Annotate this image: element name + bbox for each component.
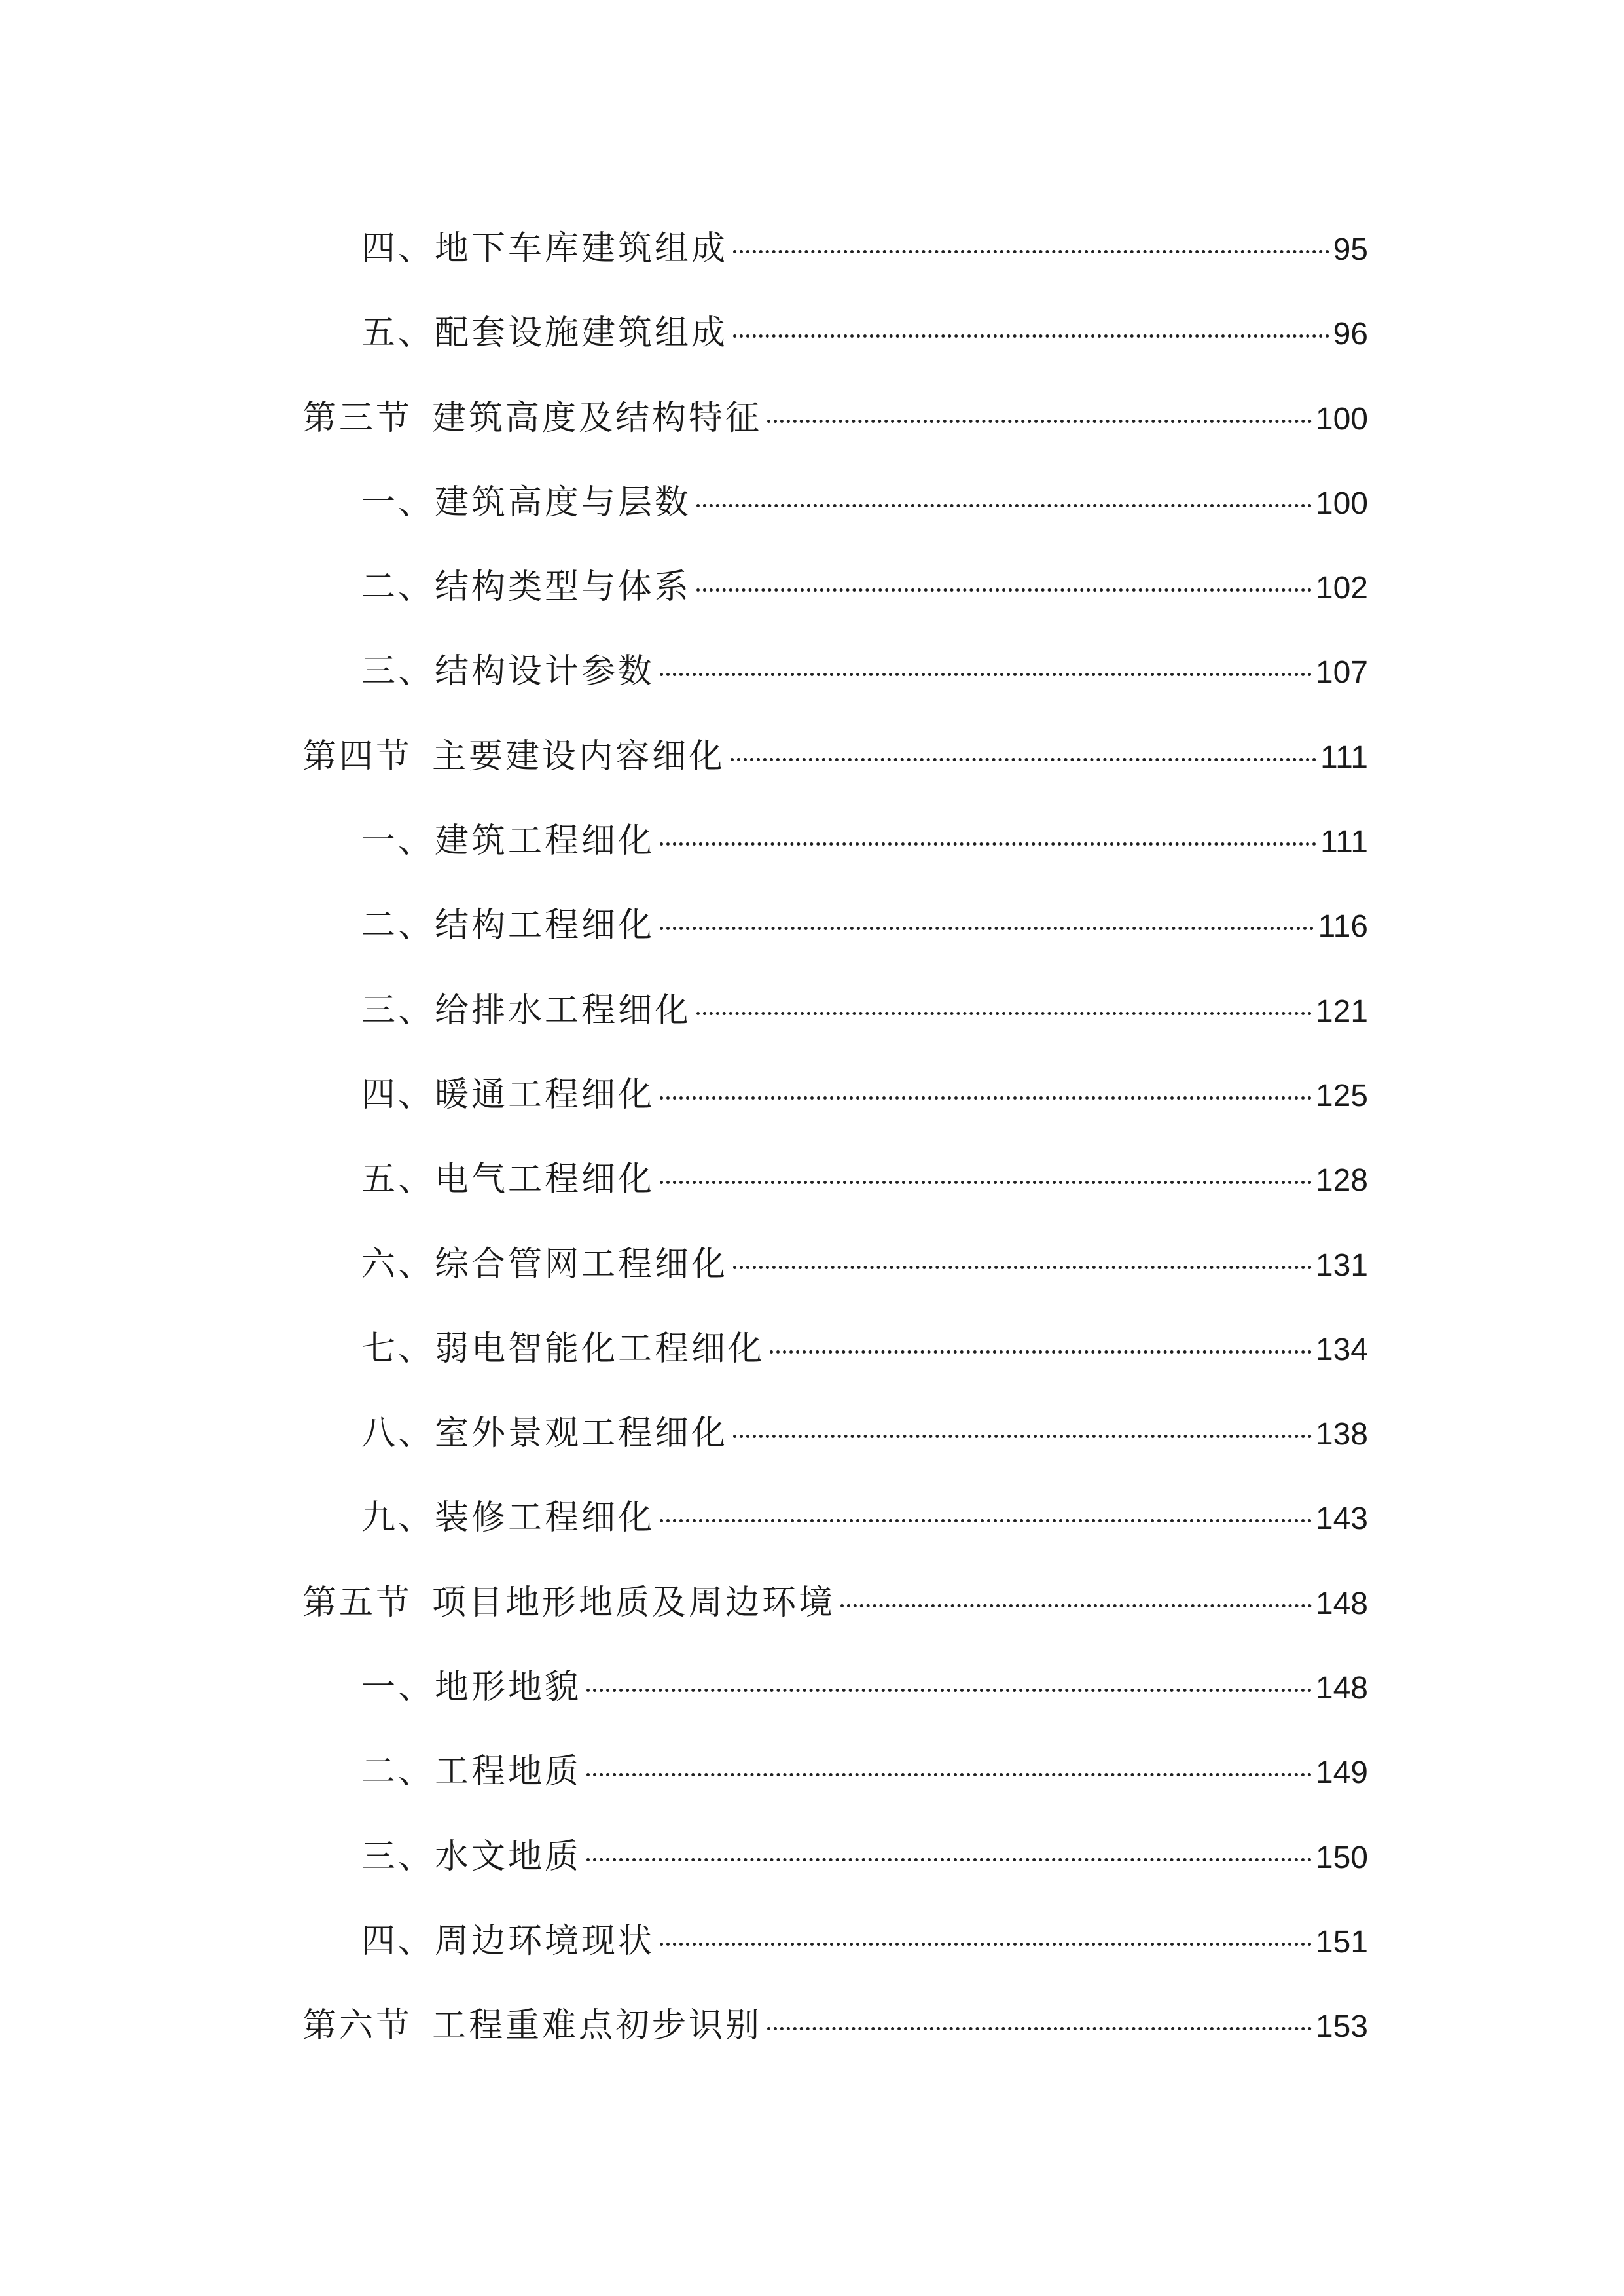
- toc-entry-number: 第三节: [302, 398, 413, 438]
- toc-section-entry[interactable]: [302, 1984, 1368, 2068]
- toc-subsection-entry[interactable]: [302, 799, 1368, 884]
- toc-entry-title: 建筑工程细化: [435, 821, 655, 861]
- toc-entry-label: [361, 1476, 655, 1560]
- toc-entry-label: [361, 207, 728, 291]
- toc-entry-title: 地形地貌: [435, 1668, 582, 1708]
- toc-entry-number: 九、: [361, 1498, 435, 1538]
- toc-entry-label: [361, 1391, 728, 1476]
- toc-entry-number: 第五节: [302, 1583, 413, 1623]
- toc-page-number: 121: [1315, 994, 1368, 1029]
- toc-entry-title: 项目地形地质及周边环境: [432, 1583, 836, 1623]
- toc-dot-leader: [767, 2027, 1312, 2030]
- toc-dot-leader: [586, 1858, 1312, 1861]
- toc-entry-title: 装修工程细化: [435, 1498, 655, 1538]
- toc-page-number: 153: [1315, 2009, 1368, 2045]
- toc-dot-leader: [660, 673, 1312, 676]
- toc-entry-number: 四、: [361, 1921, 435, 1961]
- toc-entry-title: 结构工程细化: [435, 906, 655, 946]
- toc-entry-number: 五、: [361, 314, 435, 353]
- toc-page-number: 148: [1315, 1671, 1368, 1706]
- toc-page-number: 111: [1320, 825, 1368, 860]
- toc-entry-number: 四、: [361, 229, 435, 268]
- toc-entry-number: 二、: [361, 906, 435, 946]
- toc-page-number: 138: [1315, 1417, 1368, 1452]
- toc-subsection-entry[interactable]: [302, 1899, 1368, 1984]
- toc-page-number: 100: [1315, 401, 1368, 437]
- toc-entry-title: 地下车库建筑组成: [435, 229, 729, 268]
- toc-section-entry[interactable]: [302, 1561, 1368, 1645]
- toc-entry-number: 二、: [361, 567, 435, 607]
- toc-dot-leader: [733, 334, 1329, 338]
- toc-subsection-entry[interactable]: [302, 1645, 1368, 1730]
- toc-dot-leader: [660, 1181, 1312, 1184]
- toc-subsection-entry[interactable]: [302, 884, 1368, 968]
- toc-entry-number: 二、: [361, 1752, 435, 1792]
- toc-entry-label: [361, 1645, 581, 1730]
- toc-entry-title: 工程重难点初步识别: [432, 2006, 763, 2046]
- toc-dot-leader: [731, 758, 1316, 761]
- toc-subsection-entry[interactable]: [302, 1138, 1368, 1222]
- toc-entry-label: [302, 376, 762, 461]
- toc-dot-leader: [660, 842, 1316, 846]
- toc-entry-title: 结构类型与体系: [435, 567, 692, 607]
- toc-entry-number: 四、: [361, 1075, 435, 1115]
- toc-entry-title: 暖通工程细化: [435, 1075, 655, 1115]
- toc-entry-title: 给排水工程细化: [435, 990, 692, 1030]
- toc-entry-title: 工程地质: [435, 1752, 582, 1792]
- toc-entry-label: [361, 1899, 655, 1984]
- toc-section-entry[interactable]: [302, 715, 1368, 799]
- toc-entry-label: [302, 1984, 762, 2068]
- toc-entry-label: [361, 1223, 728, 1307]
- toc-page-number: 116: [1318, 909, 1368, 944]
- toc-dot-leader: [696, 504, 1312, 507]
- toc-entry-title: 建筑高度及结构特征: [432, 398, 763, 438]
- toc-subsection-entry[interactable]: [302, 1476, 1368, 1560]
- toc-subsection-entry[interactable]: [302, 545, 1368, 630]
- toc-subsection-entry[interactable]: [302, 1815, 1368, 1899]
- toc-page-number: 111: [1320, 740, 1368, 775]
- toc-dot-leader: [660, 1519, 1312, 1522]
- toc-entry-title: 水文地质: [435, 1837, 582, 1876]
- toc-subsection-entry[interactable]: [302, 1053, 1368, 1138]
- toc-entry-number: 三、: [361, 1837, 435, 1876]
- toc-dot-leader: [840, 1604, 1312, 1607]
- toc-subsection-entry[interactable]: [302, 969, 1368, 1053]
- toc-dot-leader: [586, 1689, 1312, 1692]
- toc-page-number: 100: [1315, 486, 1368, 521]
- toc-entry-title: 配套设施建筑组成: [435, 314, 729, 353]
- toc-subsection-entry[interactable]: [302, 461, 1368, 545]
- toc-page-number: 125: [1315, 1078, 1368, 1113]
- toc-dot-leader: [586, 1773, 1312, 1776]
- toc-entry-number: 第六节: [302, 2006, 413, 2046]
- toc-entry-label: [361, 969, 691, 1053]
- toc-entry-number: 三、: [361, 652, 435, 692]
- toc-entry-title: 电气工程细化: [435, 1160, 655, 1200]
- toc-dot-leader: [770, 1350, 1312, 1354]
- toc-page-number: 143: [1315, 1501, 1368, 1537]
- toc-entry-title: 周边环境现状: [435, 1921, 655, 1961]
- toc-entry-number: 三、: [361, 990, 435, 1030]
- toc-entry-title: 室外景观工程细化: [435, 1414, 729, 1454]
- toc-subsection-entry[interactable]: [302, 1307, 1368, 1391]
- toc-subsection-entry[interactable]: [302, 207, 1368, 291]
- toc-dot-leader: [733, 250, 1329, 253]
- toc-dot-leader: [733, 1266, 1312, 1269]
- toc-entry-label: [361, 1138, 655, 1222]
- toc-page-number: 131: [1315, 1247, 1368, 1283]
- toc-entry-number: 一、: [361, 821, 435, 861]
- toc-page-number: 134: [1315, 1332, 1368, 1367]
- toc-subsection-entry[interactable]: [302, 1391, 1368, 1476]
- toc-entry-title: 综合管网工程细化: [435, 1244, 729, 1284]
- toc-entry-label: [361, 545, 691, 630]
- toc-subsection-entry[interactable]: [302, 1223, 1368, 1307]
- toc-entry-number: 六、: [361, 1244, 435, 1284]
- toc-entry-label: [361, 630, 655, 714]
- toc-dot-leader: [660, 927, 1314, 930]
- toc-entry-label: [361, 884, 655, 968]
- toc-subsection-entry[interactable]: [302, 291, 1368, 376]
- toc-entry-title: 建筑高度与层数: [435, 482, 692, 522]
- toc-page-number: 150: [1315, 1840, 1368, 1875]
- toc-entry-number: 一、: [361, 482, 435, 522]
- toc-entry-label: [361, 461, 691, 545]
- toc-entry-number: 七、: [361, 1329, 435, 1369]
- toc-entry-label: [361, 1730, 581, 1814]
- toc-page-number: 96: [1333, 317, 1368, 352]
- toc-entry-label: [302, 715, 725, 799]
- toc-dot-leader: [733, 1435, 1312, 1438]
- toc-entry-number: 一、: [361, 1668, 435, 1708]
- toc-page-number: 149: [1315, 1755, 1368, 1791]
- toc-dot-leader: [660, 1943, 1312, 1946]
- toc-page-number: 151: [1315, 1924, 1368, 1960]
- toc-subsection-entry[interactable]: [302, 630, 1368, 714]
- toc-entry-title: 结构设计参数: [435, 652, 655, 692]
- toc-subsection-entry[interactable]: [302, 1730, 1368, 1814]
- toc-section-entry[interactable]: [302, 376, 1368, 461]
- toc-entry-number: 第四节: [302, 736, 413, 776]
- toc-entry-title: 主要建设内容细化: [432, 736, 726, 776]
- toc-entry-label: [361, 291, 728, 376]
- toc-entry-label: [361, 1053, 655, 1138]
- toc-dot-leader: [696, 588, 1312, 592]
- toc-dot-leader: [696, 1012, 1312, 1015]
- toc-entry-number: 八、: [361, 1414, 435, 1454]
- toc-page-number: 148: [1315, 1586, 1368, 1621]
- toc-page-number: 102: [1315, 571, 1368, 606]
- toc-dot-leader: [660, 1096, 1312, 1100]
- toc-page-number: 95: [1333, 232, 1368, 267]
- toc-entry-label: [361, 1815, 581, 1899]
- toc-dot-leader: [767, 420, 1312, 423]
- toc-entry-title: 弱电智能化工程细化: [435, 1329, 765, 1369]
- table-of-contents: [302, 207, 1368, 2069]
- toc-page-number: 107: [1315, 655, 1368, 691]
- toc-page-number: 128: [1315, 1163, 1368, 1198]
- toc-entry-label: [361, 1307, 765, 1391]
- toc-entry-label: [361, 799, 655, 884]
- toc-entry-number: 五、: [361, 1160, 435, 1200]
- toc-entry-label: [302, 1561, 835, 1645]
